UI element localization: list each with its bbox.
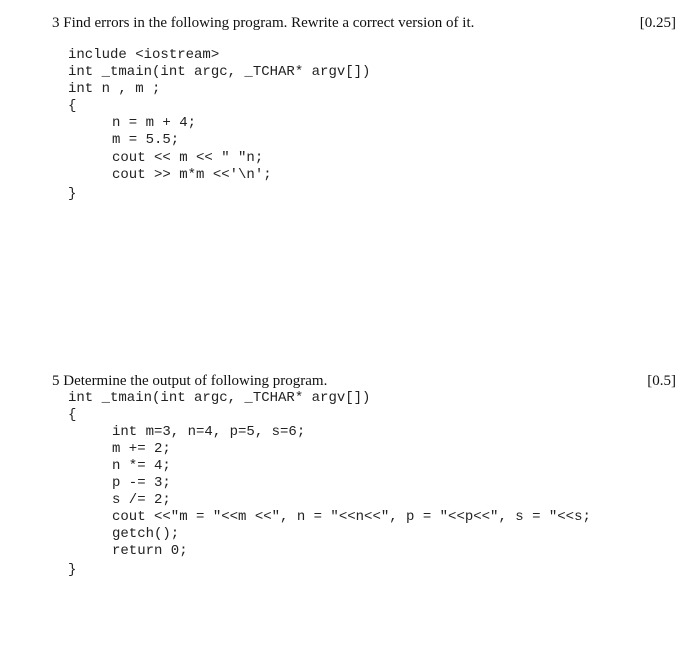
- code-line: m += 2;: [112, 441, 171, 457]
- code-line: include <iostream>: [68, 47, 220, 63]
- code-close-brace: }: [68, 186, 77, 202]
- question-3-heading: 3 Find errors in the following program. Rewrite a correct version of it.: [52, 15, 475, 31]
- question-5-marks: [0.5]: [647, 373, 676, 389]
- code-line: int n , m ;: [68, 81, 161, 97]
- code-close-brace: }: [68, 562, 77, 578]
- code-line: cout << m << " "n;: [112, 150, 264, 166]
- code-line: cout <<"m = "<<m <<", n = "<<n<<", p = "<<p<<", s = "<<s;: [112, 509, 591, 525]
- code-line: n *= 4;: [112, 458, 171, 474]
- code-line: int _tmain(int argc, _TCHAR* argv[]): [68, 390, 371, 406]
- code-line: return 0;: [112, 543, 188, 559]
- question-5-heading: 5 Determine the output of following program.: [52, 373, 328, 389]
- question-3-marks: [0.25]: [639, 15, 676, 31]
- code-line: p -= 3;: [112, 475, 171, 491]
- code-line: int m=3, n=4, p=5, s=6;: [112, 424, 306, 440]
- code-line: n = m + 4;: [112, 115, 197, 131]
- code-line: int _tmain(int argc, _TCHAR* argv[]): [68, 64, 371, 80]
- code-open-brace: {: [68, 98, 77, 114]
- code-line: cout >> m*m <<'\n';: [112, 167, 272, 183]
- code-line: s /= 2;: [112, 492, 171, 508]
- code-line: getch();: [112, 526, 180, 542]
- code-line: m = 5.5;: [112, 132, 180, 148]
- code-open-brace: {: [68, 407, 77, 423]
